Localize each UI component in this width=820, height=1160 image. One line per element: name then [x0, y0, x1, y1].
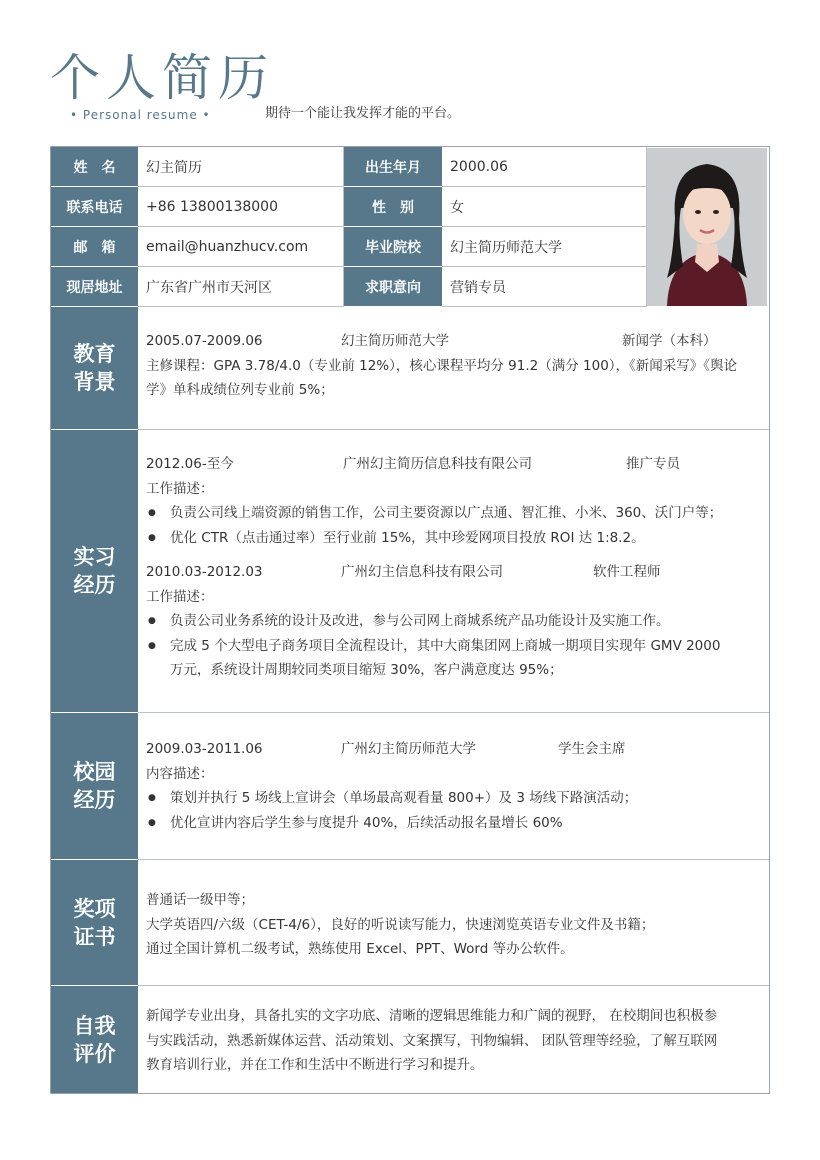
edu-date: 2005.07-2009.06 — [146, 333, 263, 349]
name-label: 姓 名 — [51, 147, 138, 187]
phone-label: 联系电话 — [51, 187, 138, 227]
resume-slogan: 期待一个能让我发挥才能的平台。 — [265, 106, 461, 121]
self-label — [51, 986, 138, 1093]
edu-major: 新闻学（本科） — [622, 333, 717, 349]
awards-line1: 普通话一级甲等； — [146, 892, 254, 908]
internship-label — [51, 430, 138, 713]
internship-label-text: 实习 经历 — [73, 545, 116, 597]
self-line2: 与实践活动，熟悉新媒体运营、活动策划、文案撰写，刊物编辑、 团队管理等经验，了解互联网 — [146, 1032, 718, 1049]
job1-company: 广州幻主简历信息科技有限公司 — [343, 456, 532, 472]
job1-desc-label: 工作描述： — [146, 480, 214, 497]
intent-value: 营销专员 — [442, 267, 647, 307]
awards-label — [51, 860, 138, 986]
name-value: 幻主简历 — [138, 147, 344, 187]
education-label-text: 教育 背景 — [73, 342, 116, 394]
resume-title: 个人简历 — [50, 49, 274, 107]
phone-value: +86 13800138000 — [138, 187, 344, 227]
job2-role: 软件工程师 — [593, 564, 661, 580]
edu-school: 幻主简历师范大学 — [341, 333, 449, 349]
job1-bullet-2: ● 优化 CTR（点击通过率）至行业前 15%，其中珍爱网项目投放 ROI 达 1:8.2。 — [146, 526, 761, 551]
awards-line3: 通过全国计算机二级考试，熟练使用 Excel、PPT、Word 等办公软件。 — [146, 941, 574, 957]
campus-org: 广州幻主简历师范大学 — [341, 741, 476, 757]
birth-value: 2000.06 — [442, 147, 647, 187]
self-body — [138, 986, 769, 1093]
awards-body — [138, 860, 769, 986]
job2-bullet-1: ● 负责公司业务系统的设计及改进，参与公司网上商城系统产品功能设计及实施工作。 — [146, 609, 761, 634]
resume-subtitle: • Personal resume • — [70, 108, 211, 122]
campus-bullet-2: ● 优化宣讲内容后学生参与度提升 40%，后续活动报名量增长 60% — [146, 811, 761, 836]
profile-photo — [647, 148, 767, 306]
awards-label-text: 奖项 证书 — [73, 896, 116, 949]
job1-role: 推广专员 — [626, 456, 680, 472]
edu-line1: 主修课程：GPA 3.78/4.0（专业前 12%），核心课程平均分 91.2（满分 100），《新闻采写》《舆论 — [146, 357, 738, 374]
edu-line2: 学》单科成绩位列专业前 5%； — [146, 382, 334, 398]
campus-desc-label: 内容描述： — [146, 765, 214, 782]
education-body — [138, 307, 769, 430]
email-value: email@huanzhucv.com — [138, 227, 344, 267]
resume-table — [50, 146, 770, 1094]
job2-company: 广州幻主信息科技有限公司 — [341, 564, 503, 580]
address-label: 现居地址 — [51, 267, 138, 307]
campus-date: 2009.03-2011.06 — [146, 741, 263, 757]
campus-body — [138, 713, 769, 860]
self-line1: 新闻学专业出身，具备扎实的文字功底、清晰的逻辑思维能力和广阔的视野， 在校期间也积极参 — [146, 1008, 718, 1024]
intent-label: 求职意向 — [344, 267, 442, 307]
campus-bullet-1: ● 策划并执行 5 场线上宣讲会（单场最高观看量 800+）及 3 场线下路演活动； — [146, 786, 761, 811]
job1-date: 2012.06-至今 — [146, 456, 234, 472]
address-value: 广东省广州市天河区 — [138, 267, 344, 307]
self-label-text: 自我 评价 — [73, 1013, 116, 1066]
internship-body — [138, 430, 769, 713]
school-label: 毕业院校 — [344, 227, 442, 267]
job1-bullet-1: ● 负责公司线上端资源的销售工作，公司主要资源以广点通、智汇推、小米、360、沃门户等； — [146, 501, 761, 526]
job2-date: 2010.03-2012.03 — [146, 564, 263, 580]
school-value: 幻主简历师范大学 — [442, 227, 647, 267]
campus-role: 学生会主席 — [558, 741, 626, 757]
campus-label-text: 校园 经历 — [73, 760, 116, 812]
self-line3: 教育培训行业，并在工作和生活中不断进行学习和提升。 — [146, 1057, 484, 1073]
email-label: 邮 箱 — [51, 227, 138, 267]
birth-label: 出生年月 — [344, 147, 442, 187]
job2-bullet-2b: 万元，系统设计周期较同类项目缩短 30%，客户满意度达 95%； — [170, 662, 563, 678]
job2-bullet-2a: ● 完成 5 个大型电子商务项目全流程设计，其中大商集团网上商城一期项目实现年 GMV 2000 — [146, 634, 761, 659]
education-label — [51, 307, 138, 430]
awards-line2: 大学英语四/六级（CET-4/6），良好的听说读写能力，快速浏览英语专业文件及书籍； — [146, 916, 655, 933]
gender-value: 女 — [442, 187, 647, 227]
campus-label — [51, 713, 138, 860]
gender-label: 性 别 — [344, 187, 442, 227]
job2-desc-label: 工作描述： — [146, 588, 214, 605]
resume-header — [50, 50, 770, 130]
